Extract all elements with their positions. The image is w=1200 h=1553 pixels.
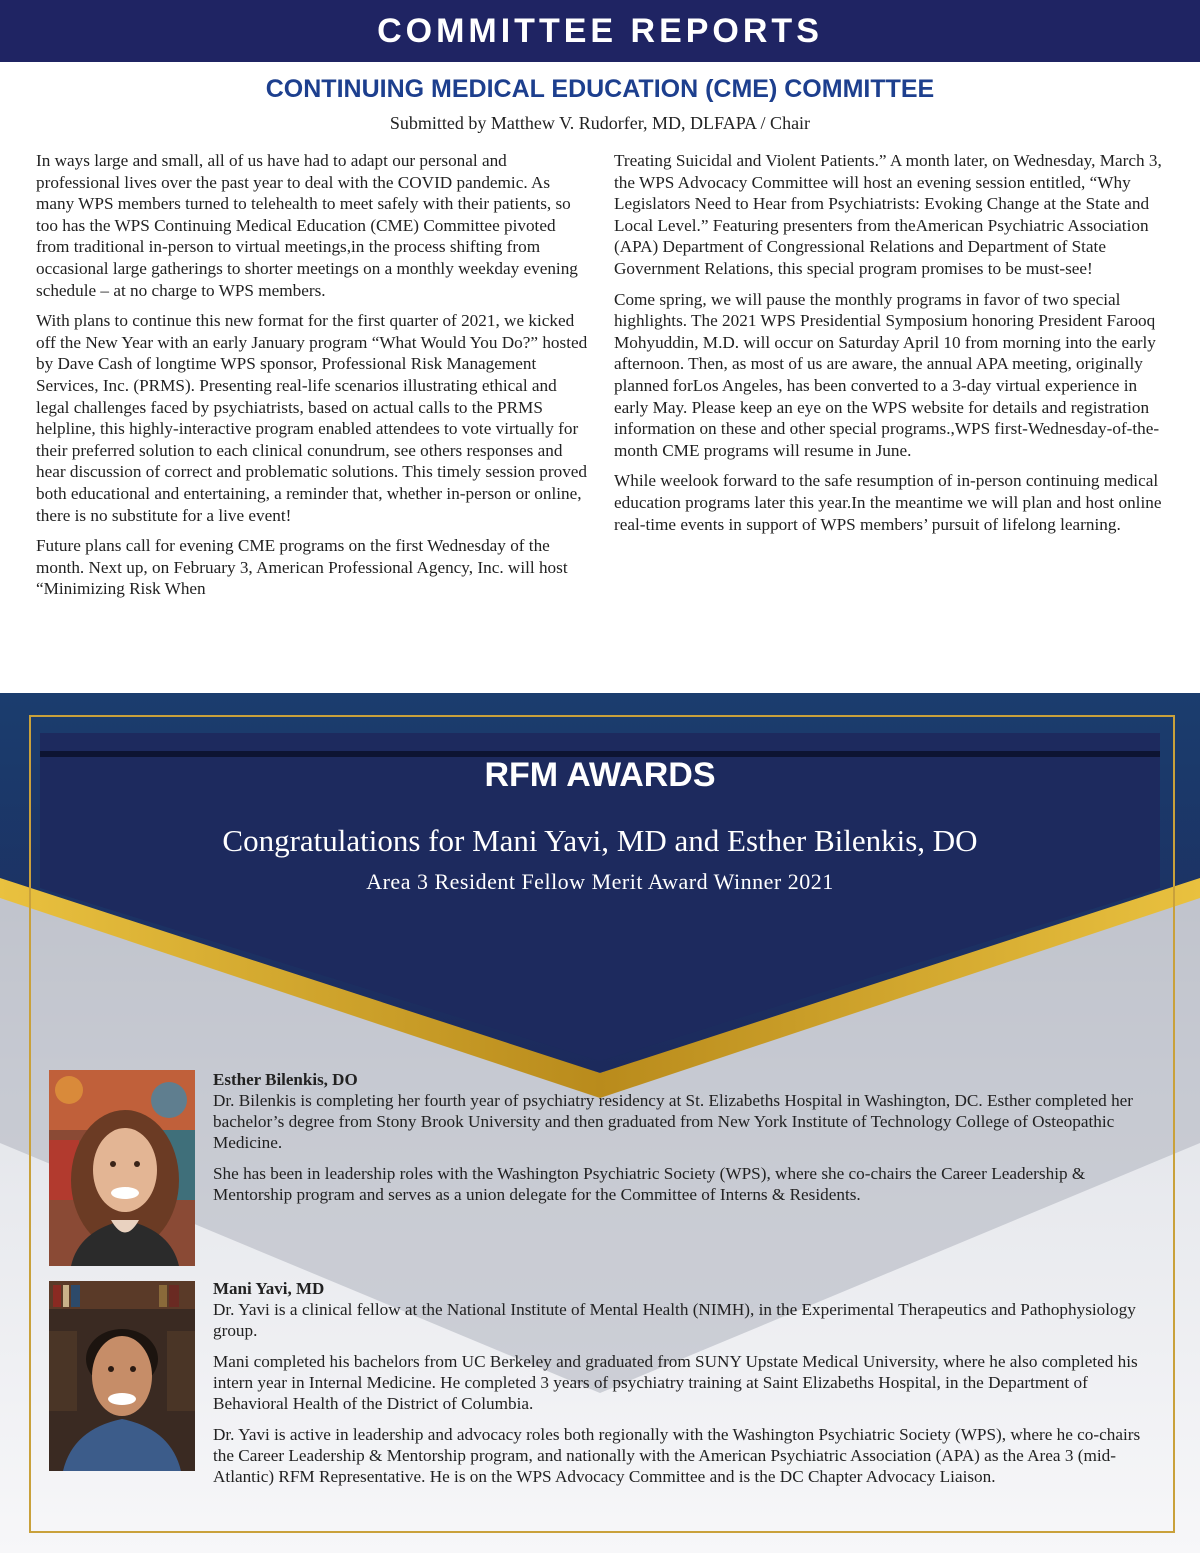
paragraph: Future plans call for evening CME programs on the first Wednesday of the month. Next up, on February 3, American Professional Agency, Inc. will host “Minimizing Risk When — [36, 536, 568, 599]
paragraph: With plans to continue this new format for the first quarter of 2021, we kicked off the New Year with an early January program “What Would You Do?” hosted by Dave Cash of longtime WPS sponsor, Professional Risk Management Services, Inc. (PRMS). Presenting real-life scenarios illustrating ethical and legal challenges faced by psychiatrists, based on actual calls to the PRMS helpline, this highly-interactive program enabled attendees to vote virtually for their preferred solution to each clinical conundrum, see others responses and hear discussion of correct and problematic solutions. This timely session proved both educational and entertaining, a reminder that, whether in-person or online, there is no substitute for a live event! — [36, 311, 588, 525]
esther-bilenkis-photo — [49, 1070, 195, 1266]
awards-title: RFM AWARDS — [484, 756, 716, 794]
paragraph: Dr. Bilenkis is completing her fourth year of psychiatry residency at St. Elizabeths Hospital in Washington, DC. Esther completed her bachelor’s degree from Stony Brook University and then graduated from New York Institute of Technology College of Osteopathic Medicine. — [213, 1091, 1134, 1152]
winner-name: Esther Bilenkis, DO — [213, 1070, 358, 1089]
winner-name: Mani Yavi, MD — [213, 1279, 325, 1298]
paragraph: Dr. Yavi is a clinical fellow at the National Institute of Mental Health (NIMH), in the Experimental Therapeutics and Pathophysiology group. — [213, 1300, 1136, 1340]
banner-title: COMMITTEE REPORTS — [377, 11, 823, 50]
paragraph: Dr. Yavi is active in leadership and advocacy roles both regionally with the Washington Psychiatric Society (WPS), where he co-chairs the Career Leadership & Mentorship program, and nationally with the American Psychiatric Association (APA) as the Area 3 (mid-Atlantic) RFM Representative. He is on the WPS Advocacy Committee and is the DC Chapter Advocacy Liaison. — [213, 1425, 1141, 1486]
cme-right-column — [614, 150, 1170, 544]
awards-subtitle: Area 3 Resident Fellow Merit Award Winner 2021 — [366, 869, 834, 894]
paragraph: While weelook forward to the safe resumption of in-person continuing medical education programs later this year.In the meantime we will plan and host online real-time events in support of WPS members’ pursuit of lifelong learning. — [614, 471, 1162, 534]
awards-congratulations: Congratulations for Mani Yavi, MD and Esther Bilenkis, DO — [222, 823, 978, 858]
cme-submitted-by: Submitted by Matthew V. Rudorfer, MD, DLFAPA / Chair — [389, 113, 811, 133]
cme-committee-title: CONTINUING MEDICAL EDUCATION (CME) COMMITTEE — [265, 75, 935, 103]
mani-yavi-photo — [49, 1281, 195, 1471]
mani-yavi-bio — [213, 1278, 1163, 1497]
paragraph: In ways large and small, all of us have had to adapt our personal and professional lives over the past year to deal with the COVID pandemic. As many WPS members turned to telehealth to meet safely with their patients, so too has the WPS Continuing Medical Education (CME) Committee pivoted from traditional in-person to virtual meetings,in the process shifting from occasional large gatherings to shorter meetings on a monthly weekday evening schedule – at no charge to WPS members. — [36, 151, 578, 300]
paragraph: Mani completed his bachelors from UC Berkeley and graduated from SUNY Upstate Medical University, where he also completed his intern year in Internal Medicine. He completed 3 years of psychiatry training at Saint Elizabeths Hospital, in the Department of Behavioral Health of the District of Columbia. — [213, 1352, 1138, 1413]
section-banner — [0, 0, 1200, 62]
paragraph: She has been in leadership roles with the Washington Psychiatric Society (WPS), where she co-chairs the Career Leadership & Mentorship program and serves as a union delegate for the Committee of Interns & Residents. — [213, 1164, 1086, 1204]
paragraph: Come spring, we will pause the monthly programs in favor of two special highlights. The 2021 WPS Presidential Symposium honoring President Farooq Mohyuddin, M.D. will occur on Saturday April 10 from morning into the early afternoon. Then, as most of us are aware, the annual APA meeting, originally planned forLos Angeles, has been converted to a 3-day virtual experience in early May. Please keep an eye on the WPS website for details and registration information on these and other special programs.,WPS first-Wednesday-of-the-month CME programs will resume in June. — [614, 289, 1160, 460]
esther-bilenkis-bio — [213, 1069, 1163, 1215]
paragraph: Treating Suicidal and Violent Patients.” A month later, on Wednesday, March 3, the WPS Advocacy Committee will host an evening session entitled, “Why Legislators Need to Hear from Psychiatrists: Evoking Change at the State and Local Level.” Featuring presenters from theAmerican Psychiatric Association (APA) Department of Congressional Relations and Department of State Government Relations, this special program promises to be must-see! — [614, 151, 1162, 278]
cme-left-column — [36, 150, 588, 609]
